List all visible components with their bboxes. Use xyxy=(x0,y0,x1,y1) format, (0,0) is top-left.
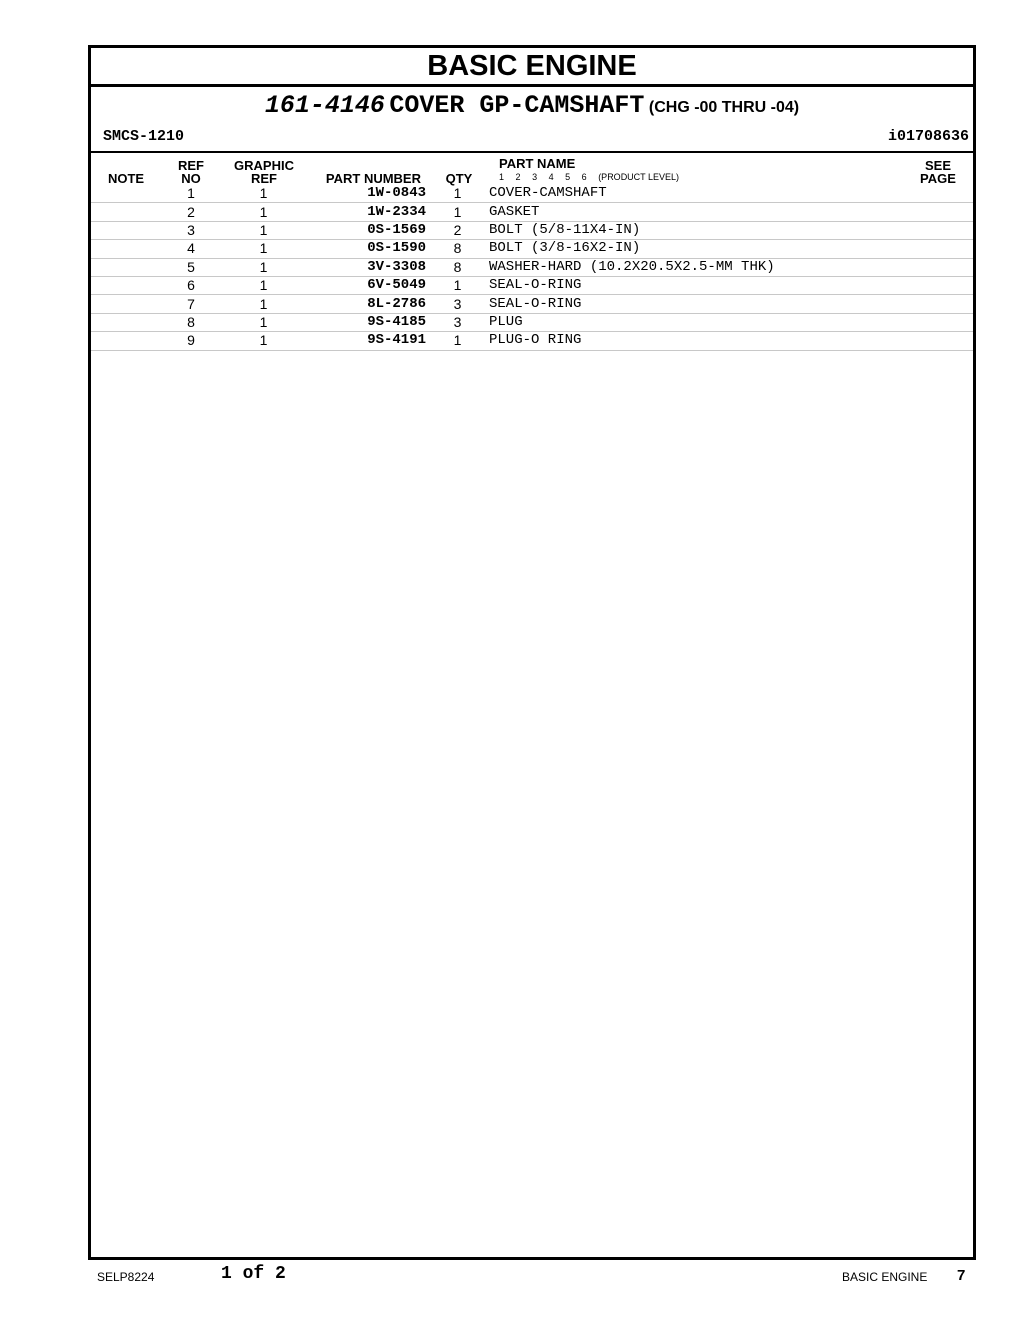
level-4: 4 xyxy=(548,172,554,182)
column-see-page-line1: SEE xyxy=(924,158,951,173)
column-graphic-ref-line2: REF xyxy=(251,171,277,186)
cell-part-number: 9S-4191 xyxy=(311,332,426,350)
cell-part-number: 3V-3308 xyxy=(311,258,426,276)
cell-graphic-ref: 1 xyxy=(216,258,311,276)
cell-graphic-ref: 1 xyxy=(216,240,311,258)
group-title xyxy=(91,91,973,120)
footer-section: BASIC ENGINE xyxy=(842,1270,928,1284)
cell-see-page xyxy=(913,276,973,294)
column-part-number: PART NUMBER xyxy=(325,171,421,186)
cell-part-name: PLUG xyxy=(489,313,913,331)
table-row xyxy=(91,258,973,276)
group-number: 161-4146 xyxy=(264,91,385,120)
column-part-name: PART NAME xyxy=(499,156,576,171)
footer-page-number: 7 xyxy=(957,1267,966,1284)
cell-part-number: 1W-0843 xyxy=(311,185,426,203)
column-ref-no-line1: REF xyxy=(178,158,204,173)
cell-qty: 3 xyxy=(426,313,489,331)
column-note: NOTE xyxy=(107,171,145,186)
smcs-code: SMCS-1210 xyxy=(103,128,185,145)
level-2: 2 xyxy=(515,172,521,182)
cell-see-page xyxy=(913,221,973,239)
table-row xyxy=(91,240,973,258)
cell-part-number: 1W-2334 xyxy=(311,203,426,221)
column-graphic-ref-line1: GRAPHIC xyxy=(234,158,294,173)
cell-graphic-ref: 1 xyxy=(216,221,311,239)
level-5: 5 xyxy=(565,172,571,182)
cell-ref-no: 5 xyxy=(166,258,216,276)
footer-doc-id: SELP8224 xyxy=(97,1270,155,1284)
cell-note xyxy=(91,221,166,239)
cell-part-name: BOLT (5/8-11X4-IN) xyxy=(489,221,913,239)
cell-qty: 8 xyxy=(426,240,489,258)
table-row xyxy=(91,203,973,221)
table-row xyxy=(91,221,973,239)
cell-note xyxy=(91,332,166,350)
cell-graphic-ref: 1 xyxy=(216,313,311,331)
cell-qty: 3 xyxy=(426,295,489,313)
cell-part-name: SEAL-O-RING xyxy=(489,276,913,294)
cell-qty: 1 xyxy=(426,332,489,350)
parts-page-frame xyxy=(88,45,976,1260)
section-title: BASIC ENGINE xyxy=(91,48,973,87)
table-row xyxy=(91,332,973,350)
cell-qty: 1 xyxy=(426,203,489,221)
cell-part-number: 9S-4185 xyxy=(311,313,426,331)
level-6: 6 xyxy=(581,172,587,182)
product-level-scale xyxy=(499,172,688,182)
product-level-label: (PRODUCT LEVEL) xyxy=(598,172,680,182)
column-qty: QTY xyxy=(445,171,473,186)
cell-ref-no: 9 xyxy=(166,332,216,350)
table-row xyxy=(91,313,973,331)
cell-see-page xyxy=(913,295,973,313)
cell-part-name: BOLT (3/8-16X2-IN) xyxy=(489,240,913,258)
cell-see-page xyxy=(913,185,973,203)
column-see-page-line2: PAGE xyxy=(920,171,956,186)
cell-see-page xyxy=(913,332,973,350)
cell-note xyxy=(91,295,166,313)
level-1: 1 xyxy=(499,172,505,182)
cell-see-page xyxy=(913,203,973,221)
illustration-id: i01708636 xyxy=(887,128,969,145)
cell-qty: 1 xyxy=(426,276,489,294)
cell-part-name: SEAL-O-RING xyxy=(489,295,913,313)
cell-ref-no: 6 xyxy=(166,276,216,294)
header-divider xyxy=(91,151,973,153)
cell-part-number: 6V-5049 xyxy=(311,276,426,294)
cell-ref-no: 3 xyxy=(166,221,216,239)
parts-table xyxy=(91,185,973,351)
cell-graphic-ref: 1 xyxy=(216,203,311,221)
level-3: 3 xyxy=(532,172,538,182)
footer-page-of: 1 of 2 xyxy=(221,1264,286,1284)
cell-qty: 1 xyxy=(426,185,489,203)
cell-part-number: 8L-2786 xyxy=(311,295,426,313)
cell-see-page xyxy=(913,258,973,276)
cell-part-name: PLUG-O RING xyxy=(489,332,913,350)
cell-note xyxy=(91,240,166,258)
cell-note xyxy=(91,185,166,203)
group-name: COVER GP-CAMSHAFT xyxy=(389,91,645,120)
cell-graphic-ref: 1 xyxy=(216,332,311,350)
cell-part-name: COVER-CAMSHAFT xyxy=(489,185,913,203)
cell-ref-no: 1 xyxy=(166,185,216,203)
column-ref-no-line2: NO xyxy=(181,171,201,186)
group-serial-range: (CHG -00 THRU -04) xyxy=(648,99,800,116)
cell-ref-no: 7 xyxy=(166,295,216,313)
cell-see-page xyxy=(913,313,973,331)
cell-note xyxy=(91,276,166,294)
cell-see-page xyxy=(913,240,973,258)
cell-part-name: WASHER-HARD (10.2X20.5X2.5-MM THK) xyxy=(489,258,913,276)
cell-qty: 8 xyxy=(426,258,489,276)
cell-note xyxy=(91,258,166,276)
cell-note xyxy=(91,203,166,221)
parts-table-body xyxy=(91,185,973,350)
cell-graphic-ref: 1 xyxy=(216,185,311,203)
table-row xyxy=(91,185,973,203)
cell-graphic-ref: 1 xyxy=(216,295,311,313)
cell-ref-no: 2 xyxy=(166,203,216,221)
cell-graphic-ref: 1 xyxy=(216,276,311,294)
cell-note xyxy=(91,313,166,331)
cell-part-number: 0S-1590 xyxy=(311,240,426,258)
cell-ref-no: 8 xyxy=(166,313,216,331)
cell-ref-no: 4 xyxy=(166,240,216,258)
cell-part-number: 0S-1569 xyxy=(311,221,426,239)
cell-part-name: GASKET xyxy=(489,203,913,221)
table-row xyxy=(91,295,973,313)
cell-qty: 2 xyxy=(426,221,489,239)
table-row xyxy=(91,276,973,294)
